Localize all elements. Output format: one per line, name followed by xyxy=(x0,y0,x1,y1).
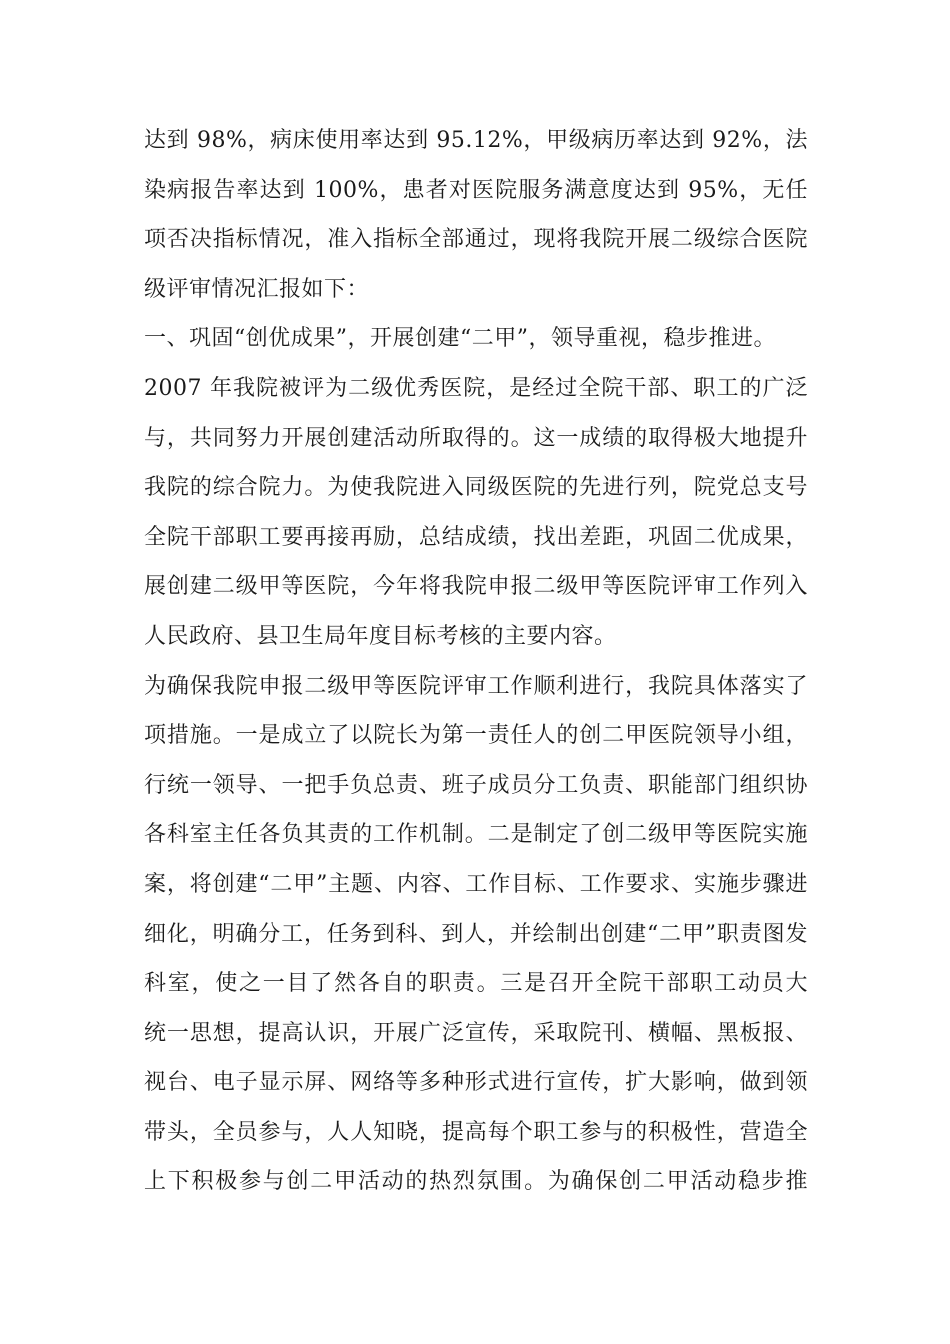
text-line: 统一思想，提高认识，开展广泛宣传，采取院刊、横幅、黑板报、 xyxy=(144,1020,808,1046)
text-line: 与，共同努力开展创建活动所取得的。这一成绩的取得极大地提升 xyxy=(144,425,808,451)
text-line: 级评审情况汇报如下： xyxy=(144,276,370,302)
text-line: 带头，全员参与，人人知晓，提高每个职工参与的积极性，营造全 xyxy=(144,1119,808,1145)
text-line: 染病报告率达到 100%，患者对医院服务满意度达到 95%，无任 xyxy=(144,177,808,203)
text-line: 案，将创建“二甲”主题、内容、工作目标、工作要求、实施步骤进 xyxy=(144,871,808,897)
text-line: 全院干部职工要再接再励，总结成绩，找出差距，巩固二优成果， xyxy=(144,524,808,550)
text-line: 项措施。一是成立了以院长为第一责任人的创二甲医院领导小组， xyxy=(144,723,808,749)
text-line: 人民政府、县卫生局年度目标考核的主要内容。 xyxy=(144,623,617,649)
text-line: 2007 年我院被评为二级优秀医院，是经过全院干部、职工的广泛 xyxy=(144,375,808,401)
text-line: 视台、电子显示屏、网络等多种形式进行宣传，扩大影响，做到领 xyxy=(144,1070,808,1096)
document-body xyxy=(144,116,808,1207)
text-line: 达到 98%，病床使用率达到 95.12%，甲级病历率达到 92%，法 xyxy=(144,128,808,153)
text-line: 我院的综合院力。为使我院进入同级医院的先进行列，院党总支号 xyxy=(144,475,808,501)
text-line: 科室，使之一目了然各自的职责。三是召开全院干部职工动员大 xyxy=(144,971,808,997)
text-line: 行统一领导、一把手负总责、班子成员分工负责、职能部门组织协 xyxy=(144,772,808,798)
text-line: 展创建二级甲等医院，今年将我院申报二级甲等医院评审工作列入 xyxy=(144,574,808,600)
text-line: 为确保我院申报二级甲等医院评审工作顺利进行，我院具体落实了 xyxy=(144,673,808,699)
text-line: 项否决指标情况，准入指标全部通过，现将我院开展二级综合医院 xyxy=(144,227,808,253)
text-line: 细化，明确分工，任务到科、到人，并绘制出创建“二甲”职责图发 xyxy=(144,921,808,947)
text-line: 各科室主任各负其责的工作机制。二是制定了创二级甲等医院实施 xyxy=(144,822,808,848)
section-heading: 一、巩固“创优成果”，开展创建“二甲”，领导重视，稳步推进。 xyxy=(144,326,776,352)
text-line: 上下积极参与创二甲活动的热烈氛围。为确保创二甲活动稳步推 xyxy=(144,1169,808,1195)
